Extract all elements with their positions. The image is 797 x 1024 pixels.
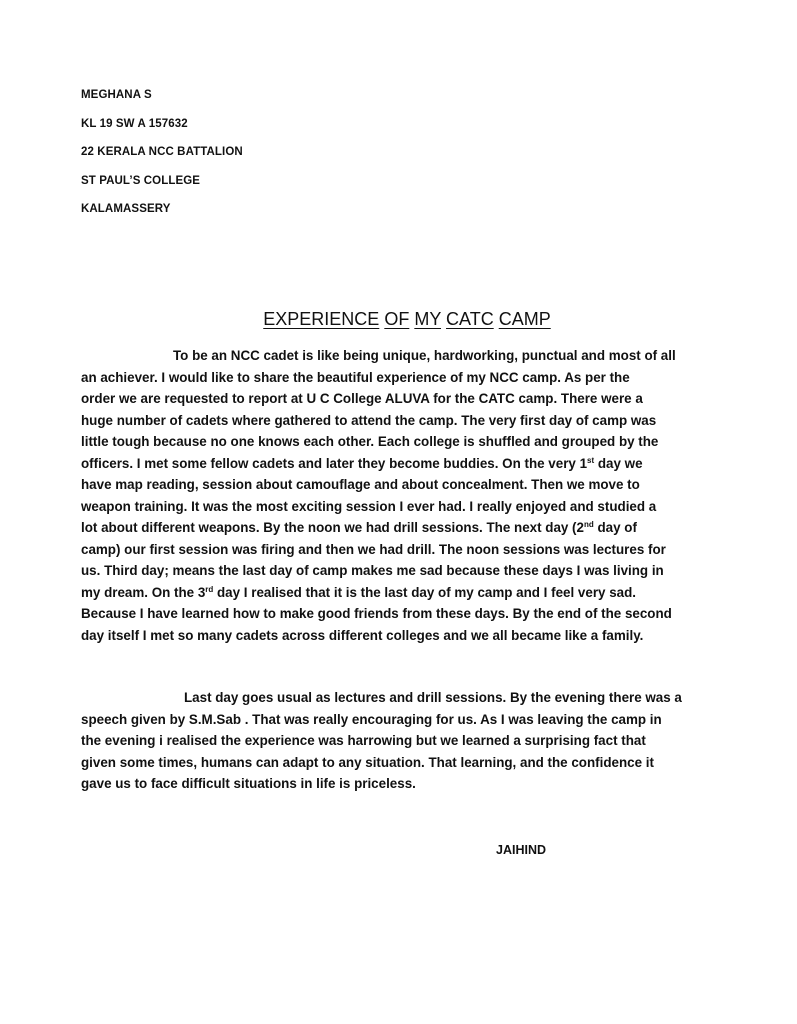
document-title bbox=[0, 309, 797, 330]
title-word: CATC bbox=[446, 309, 494, 329]
text-line bbox=[81, 453, 711, 475]
title-word: CAMP bbox=[498, 309, 551, 329]
text-line: day itself I met so many cadets across different colleges and we all became like a family. bbox=[81, 627, 644, 643]
text-line bbox=[81, 517, 711, 539]
text-segment: my dream. On the 3 bbox=[81, 584, 206, 600]
title-word: EXPERIENCE bbox=[263, 309, 380, 329]
text-line: the evening i realised the experience was harrowing but we learned a surprising fact that bbox=[81, 733, 646, 748]
body-paragraph-1 bbox=[81, 345, 711, 646]
sender-details bbox=[81, 88, 481, 231]
text-line: huge number of cadets where gathered to attend the camp. The very first day of camp was bbox=[81, 412, 657, 428]
text-line: an achiever. I would like to share the beautiful experience of my NCC camp. As per the bbox=[81, 369, 630, 385]
text-line: have map reading, session about camouflage and about concealment. Then we move to bbox=[81, 477, 640, 492]
text-line bbox=[81, 582, 711, 604]
text-segment: day we bbox=[594, 455, 643, 471]
ordinal-suffix: nd bbox=[583, 520, 594, 529]
text-line: Because I have learned how to make good friends from these days. By the end of the second bbox=[81, 606, 672, 621]
title-word: OF bbox=[384, 309, 410, 329]
title-word: MY bbox=[414, 309, 442, 329]
sender-place: KALAMASSERY bbox=[81, 203, 171, 215]
body-paragraph-2 bbox=[81, 687, 711, 795]
text-line: camp) our first session was firing and then we had drill. The noon sessions was lectures for bbox=[81, 541, 666, 557]
sender-reg-number: KL 19 SW A 157632 bbox=[81, 117, 188, 130]
text-segment: officers. I met some fellow cadets and later they become buddies. On the very 1 bbox=[81, 455, 588, 471]
text-segment: day I realised that it is the last day of my camp and I feel very sad. bbox=[213, 584, 636, 600]
text-segment: lot about different weapons. By the noon we had drill sessions. The next day (2 bbox=[81, 520, 584, 535]
text-line: To be an NCC cadet is like being unique, hardworking, punctual and most of all bbox=[173, 348, 676, 363]
text-line: Last day goes usual as lectures and drill sessions. By the evening there was a bbox=[184, 690, 682, 705]
ordinal-suffix: rd bbox=[205, 584, 214, 594]
text-line: given some times, humans can adapt to any situation. That learning, and the confidence it bbox=[81, 754, 654, 770]
sender-college: ST PAUL’S COLLEGE bbox=[81, 174, 201, 187]
text-segment: day of bbox=[593, 520, 637, 535]
signoff: JAIHIND bbox=[496, 843, 547, 857]
text-line: little tough because no one knows each other. Each college is shuffled and grouped by the bbox=[81, 434, 659, 449]
sender-battalion: 22 KERALA NCC BATTALION bbox=[81, 146, 243, 158]
text-line: order we are requested to report at U C College ALUVA for the CATC camp. There were a bbox=[81, 391, 643, 406]
text-line: us. Third day; means the last day of camp makes me sad because these days I was living in bbox=[81, 563, 664, 578]
ordinal-suffix: st bbox=[587, 455, 595, 465]
sender-name: MEGHANA S bbox=[81, 89, 152, 101]
text-line: speech given by S.M.Sab . That was really encouraging for us. As I was leaving the camp in bbox=[81, 711, 662, 727]
text-line: gave us to face difficult situations in life is priceless. bbox=[81, 776, 416, 791]
text-line: weapon training. It was the most exciting session I ever had. I really enjoyed and studied a bbox=[81, 498, 657, 514]
